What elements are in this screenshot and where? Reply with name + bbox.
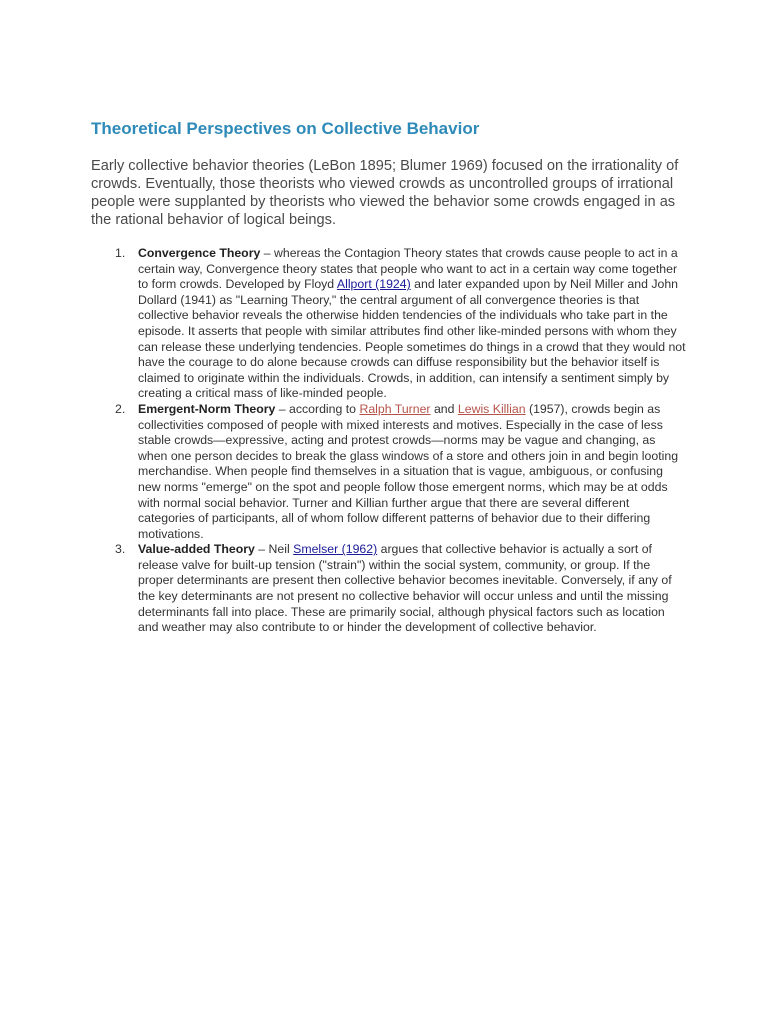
term-value-added-theory: Value-added Theory	[138, 542, 255, 557]
link-smelser-1962[interactable]: Smelser (1962)	[293, 542, 378, 557]
intro-paragraph: Early collective behavior theories (LeBon 1895; Blumer 1969) focused on the irrationality of crowds. Eventually, those theorists who viewed crowds as uncontrolled groups of irrational people were supplanted by theorists who viewed the behavior some crowds engaged in as the rational behavior of logical beings.	[91, 158, 679, 228]
item-text: – Neil	[254, 542, 294, 557]
link-ralph-turner[interactable]: Ralph Turner	[359, 401, 431, 416]
item-text: (1957), crowds begin as collectivities composed of people with mixed interests and motives. Especially in the case of less stable crowds—expressive, acting and protest crowds—norms may be vague and changing, as when one person decides to break the glass windows of a store and others join in and begin looting merchandise. When people find themselves in a situation that is vague, ambiguous, or confusing new norms "emerge" on the spot and people follow those emergent norms, which may be at odds with normal social behavior. Turner and Killian further argue that there are several different categories of participants, all of whom follow different patterns of behavior due to their differing motivations.	[138, 401, 679, 541]
item-text: and later expanded upon by Neil Miller and John Dollard (1941) as "Learning Theory," the central argument of all convergence theories is that collective behavior reveals the otherwise hidden tendencies of the individuals who take part in the episode. It asserts that people with similar attributes find other like-minded persons with whom they can release these underlying tendencies. People sometimes do things in a crowd that they would not have the courage to do alone because crowds can diffuse responsibility but the behavior itself is claimed to originate within the individuals. Crowds, in addition, can intensify a sentiment simply by creating a critical mass of like-minded people.	[138, 277, 686, 401]
page-title: Theoretical Perspectives on Collective Behavior	[91, 119, 480, 138]
item-text: – according to	[275, 401, 360, 416]
item-text: and	[430, 401, 458, 416]
list-item-value-added-theory	[113, 542, 688, 636]
term-convergence-theory: Convergence Theory	[138, 246, 261, 260]
link-lewis-killian[interactable]: Lewis Killian	[457, 401, 526, 416]
link-allport-1924[interactable]: Allport (1924)	[336, 277, 411, 292]
list-item-convergence-theory	[113, 246, 688, 402]
item-text: argues that collective behavior is actually a sort of release valve for built-up tension ("strain") within the social system, community, or group. If the proper determinants are present then collective behavior becomes inevitable. Conversely, if any of the key determinants are not present no collective behavior will occur unless and until the missing determinants fall into place. These are primarily social, although physical factors such as location and weather may also contribute to or hinder the development of collective behavior.	[138, 542, 672, 635]
list-item-number: 3.	[115, 542, 126, 557]
list-item-number: 1.	[115, 246, 126, 260]
theory-list	[113, 246, 688, 636]
list-item-emergent-norm-theory	[113, 402, 688, 542]
item-text: – whereas the Contagion Theory states that crowds cause people to act in a certain way, Convergence theory states that people who want to act in a certain way come together to form crowds. Developed by Floyd	[138, 246, 678, 292]
term-emergent-norm-theory: Emergent-Norm Theory	[138, 401, 276, 416]
list-item-number: 2.	[115, 401, 126, 416]
